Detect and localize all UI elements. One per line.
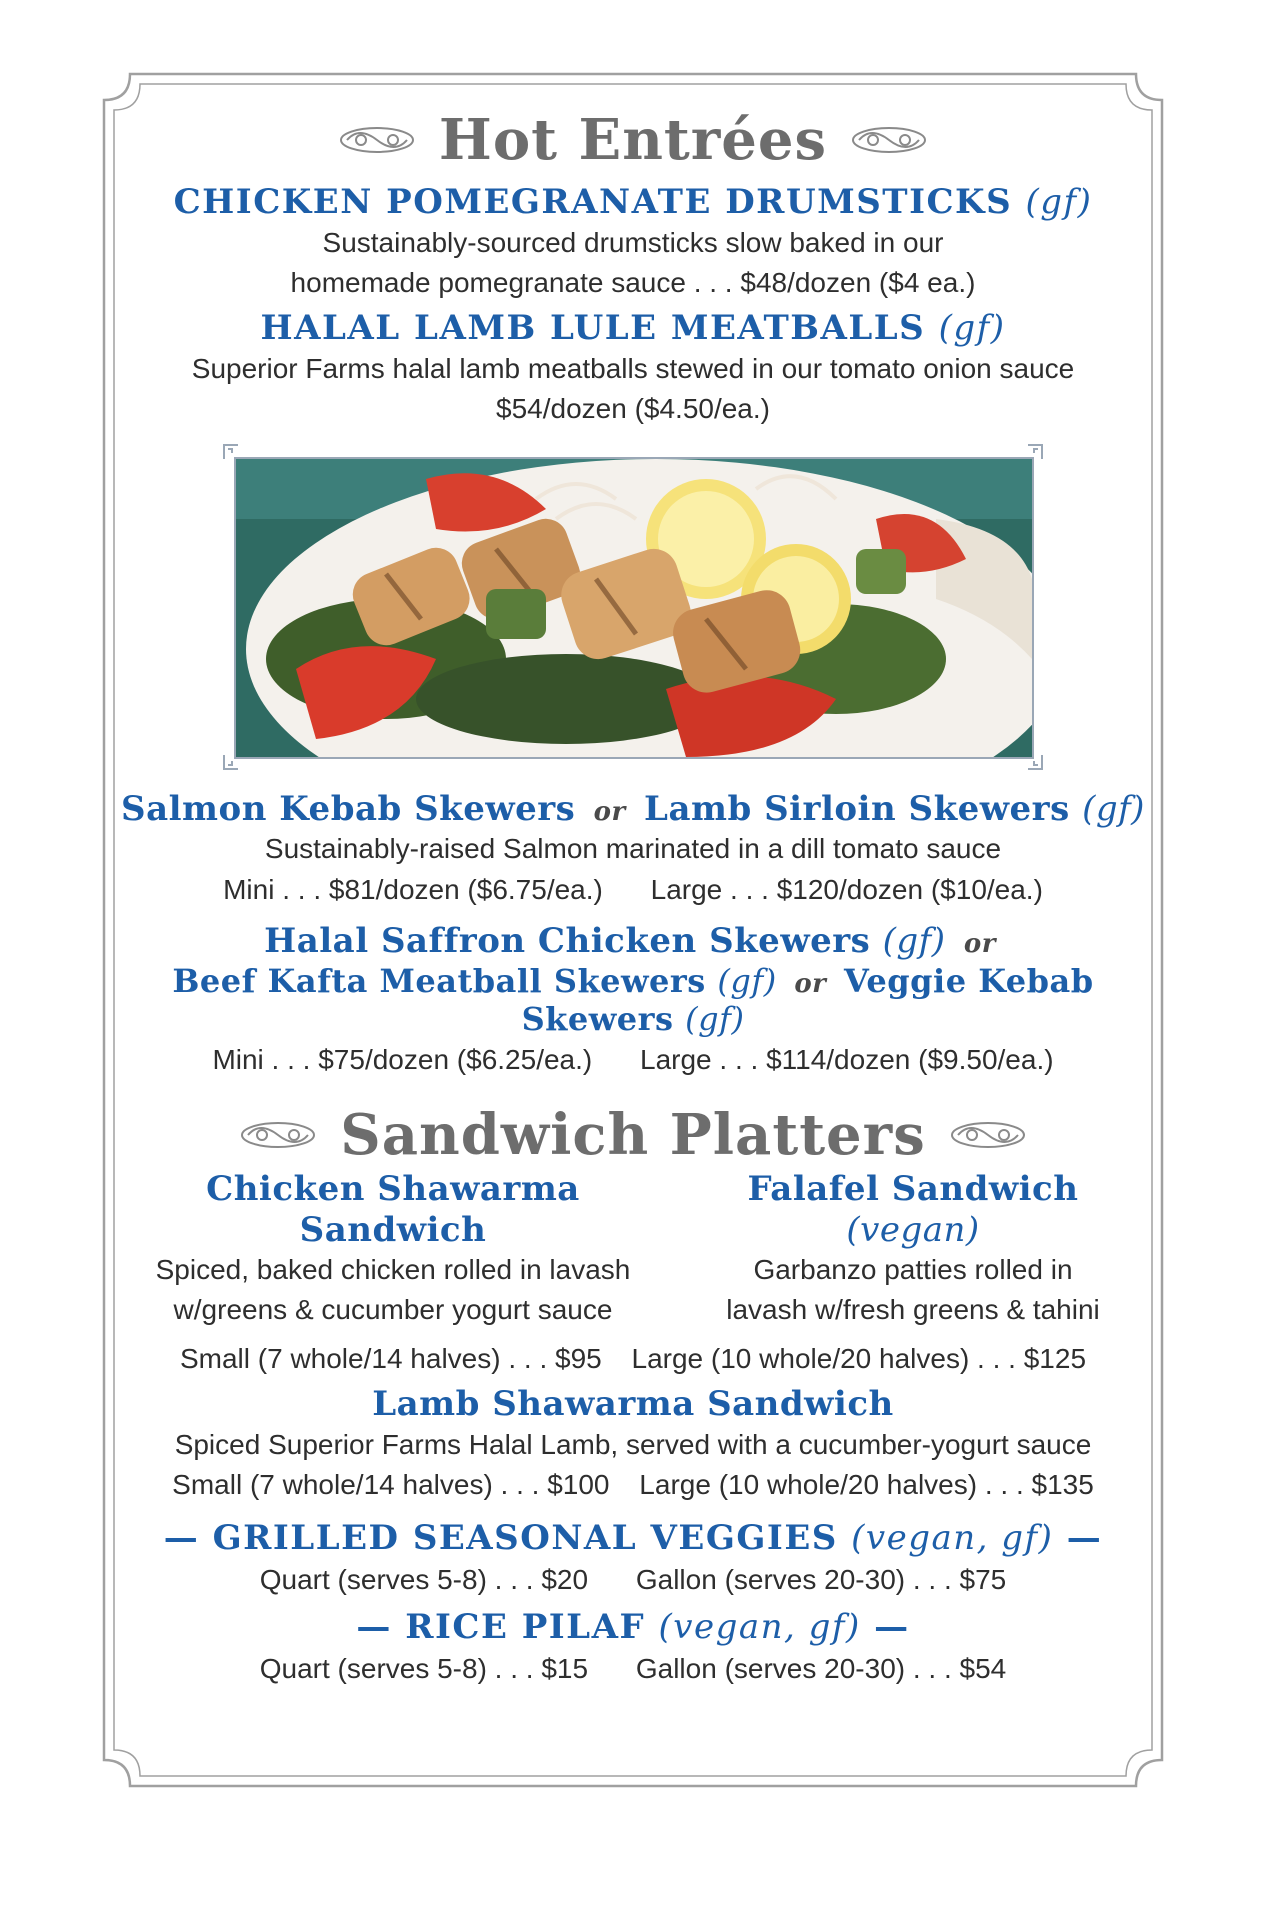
item-description: Garbanzo patties rolled in	[753, 1254, 1073, 1286]
item-price-row	[110, 1559, 1156, 1601]
item-price-row	[110, 1648, 1156, 1690]
swirl-ornament-icon	[337, 122, 417, 158]
diet-tag: (vegan)	[846, 1209, 980, 1250]
item-price-row	[110, 1464, 1156, 1506]
swirl-ornament-icon	[948, 1117, 1028, 1153]
title-dash: —	[1066, 1518, 1103, 1559]
diet-tag: (gf)	[1082, 788, 1145, 829]
diet-tag: (gf)	[717, 961, 777, 1000]
sandwich-platters-heading	[110, 1101, 1156, 1168]
diet-tag: (vegan, gf)	[658, 1607, 861, 1648]
price-large: Large . . . $114/dozen ($9.50/ea.)	[640, 1043, 1054, 1075]
item-title	[110, 921, 1156, 962]
item-name: CHICKEN POMEGRANATE DRUMSTICKS	[173, 182, 1013, 222]
section-title-text: Hot Entrées	[438, 107, 828, 173]
menu-item-meatballs	[110, 308, 1156, 428]
item-name: Halal Saffron Chicken Skewers	[264, 921, 871, 962]
kebab-plate-photo	[234, 457, 1034, 759]
menu-item-grilled-veggies	[110, 1518, 1156, 1601]
section-title-text: Sandwich Platters	[340, 1101, 926, 1168]
diet-tag: (gf)	[685, 1000, 745, 1039]
price-large: Large (10 whole/20 halves) . . . $125	[631, 1342, 1087, 1374]
item-description: Spiced Superior Farms Halal Lamb, served with a cucumber-yogurt sauce	[174, 1428, 1092, 1460]
item-name: Beef Kafta Meatball Skewers	[172, 961, 706, 1000]
diet-tag: (gf)	[882, 921, 946, 962]
item-name: Chicken Shawarma Sandwich	[206, 1168, 580, 1250]
price-small: Small (7 whole/14 halves) . . . $95	[179, 1342, 602, 1374]
item-description: w/greens & cucumber yogurt sauce	[173, 1294, 613, 1326]
menu-item-rice-pilaf	[110, 1607, 1156, 1690]
menu-item-salmon-lamb-skewers	[110, 789, 1156, 912]
price-gallon: Gallon (serves 20-30) . . . $54	[635, 1652, 1007, 1684]
item-name: Veggie Kebab Skewers	[521, 961, 1094, 1039]
item-name: Lamb Shawarma Sandwich	[372, 1383, 894, 1424]
sandwich-price-row	[110, 1338, 1156, 1380]
menu-item-falafel	[693, 1169, 1133, 1330]
item-name: Salmon Kebab Skewers	[121, 788, 576, 829]
food-photo-frame	[222, 443, 1044, 771]
price-large: Large . . . $120/dozen ($10/ea.)	[650, 874, 1043, 906]
item-title	[110, 1607, 1156, 1648]
item-price-row	[110, 1039, 1156, 1081]
item-description: Sustainably-sourced drumsticks slow baked in our	[322, 226, 944, 258]
item-name: — GRILLED SEASONAL VEGGIES	[163, 1518, 838, 1559]
item-name: Lamb Sirloin Skewers	[644, 788, 1070, 829]
item-price: $54/dozen ($4.50/ea.)	[496, 392, 770, 424]
or-separator: or	[593, 796, 626, 827]
price-quart: Quart (serves 5-8) . . . $15	[259, 1652, 589, 1684]
item-description: lavash w/fresh greens & tahini	[726, 1294, 1100, 1326]
item-title	[110, 182, 1156, 223]
item-description: Superior Farms halal lamb meatballs stewed in our tomato onion sauce	[191, 353, 1075, 385]
diet-tag: (vegan, gf)	[851, 1518, 1054, 1559]
menu-item-chicken-beef-veggie-skewers	[110, 921, 1156, 1081]
sandwich-columns	[110, 1169, 1156, 1330]
item-title	[110, 789, 1156, 830]
menu-content	[110, 100, 1156, 1690]
price-gallon: Gallon (serves 20-30) . . . $75	[635, 1564, 1007, 1596]
item-description: homemade pomegranate sauce . . . $48/dozen ($4 ea.)	[290, 266, 976, 298]
or-separator: or	[963, 929, 996, 960]
menu-item-lamb-shawarma	[110, 1384, 1156, 1507]
swirl-ornament-icon	[238, 1117, 318, 1153]
item-title	[110, 1518, 1156, 1559]
menu-item-chicken-shawarma	[133, 1169, 653, 1330]
item-description: Spiced, baked chicken rolled in lavash	[155, 1254, 631, 1286]
title-dash: —	[874, 1607, 910, 1648]
item-title	[110, 962, 1156, 1039]
item-title	[693, 1169, 1133, 1251]
item-name: — RICE PILAF	[356, 1607, 646, 1648]
price-small: Small (7 whole/14 halves) . . . $100	[172, 1469, 610, 1501]
item-name: Falafel Sandwich	[747, 1168, 1079, 1209]
item-description: Sustainably-raised Salmon marinated in a dill tomato sauce	[264, 833, 1002, 865]
price-mini: Mini . . . $75/dozen ($6.25/ea.)	[212, 1043, 593, 1075]
diet-tag: (gf)	[1025, 182, 1093, 222]
menu-item-drumsticks	[110, 182, 1156, 302]
diet-tag: (gf)	[938, 308, 1006, 349]
item-title	[110, 308, 1156, 349]
swirl-ornament-icon	[849, 122, 929, 158]
kebab-plate-illustration	[236, 459, 1032, 757]
price-mini: Mini . . . $81/dozen ($6.75/ea.)	[223, 874, 603, 906]
or-separator: or	[794, 968, 827, 999]
price-large: Large (10 whole/20 halves) . . . $135	[639, 1469, 1094, 1501]
price-quart: Quart (serves 5-8) . . . $20	[259, 1564, 589, 1596]
hot-entrees-heading	[110, 107, 1156, 173]
item-price-row	[110, 869, 1156, 911]
item-name: HALAL LAMB LULE MEATBALLS	[260, 308, 926, 349]
